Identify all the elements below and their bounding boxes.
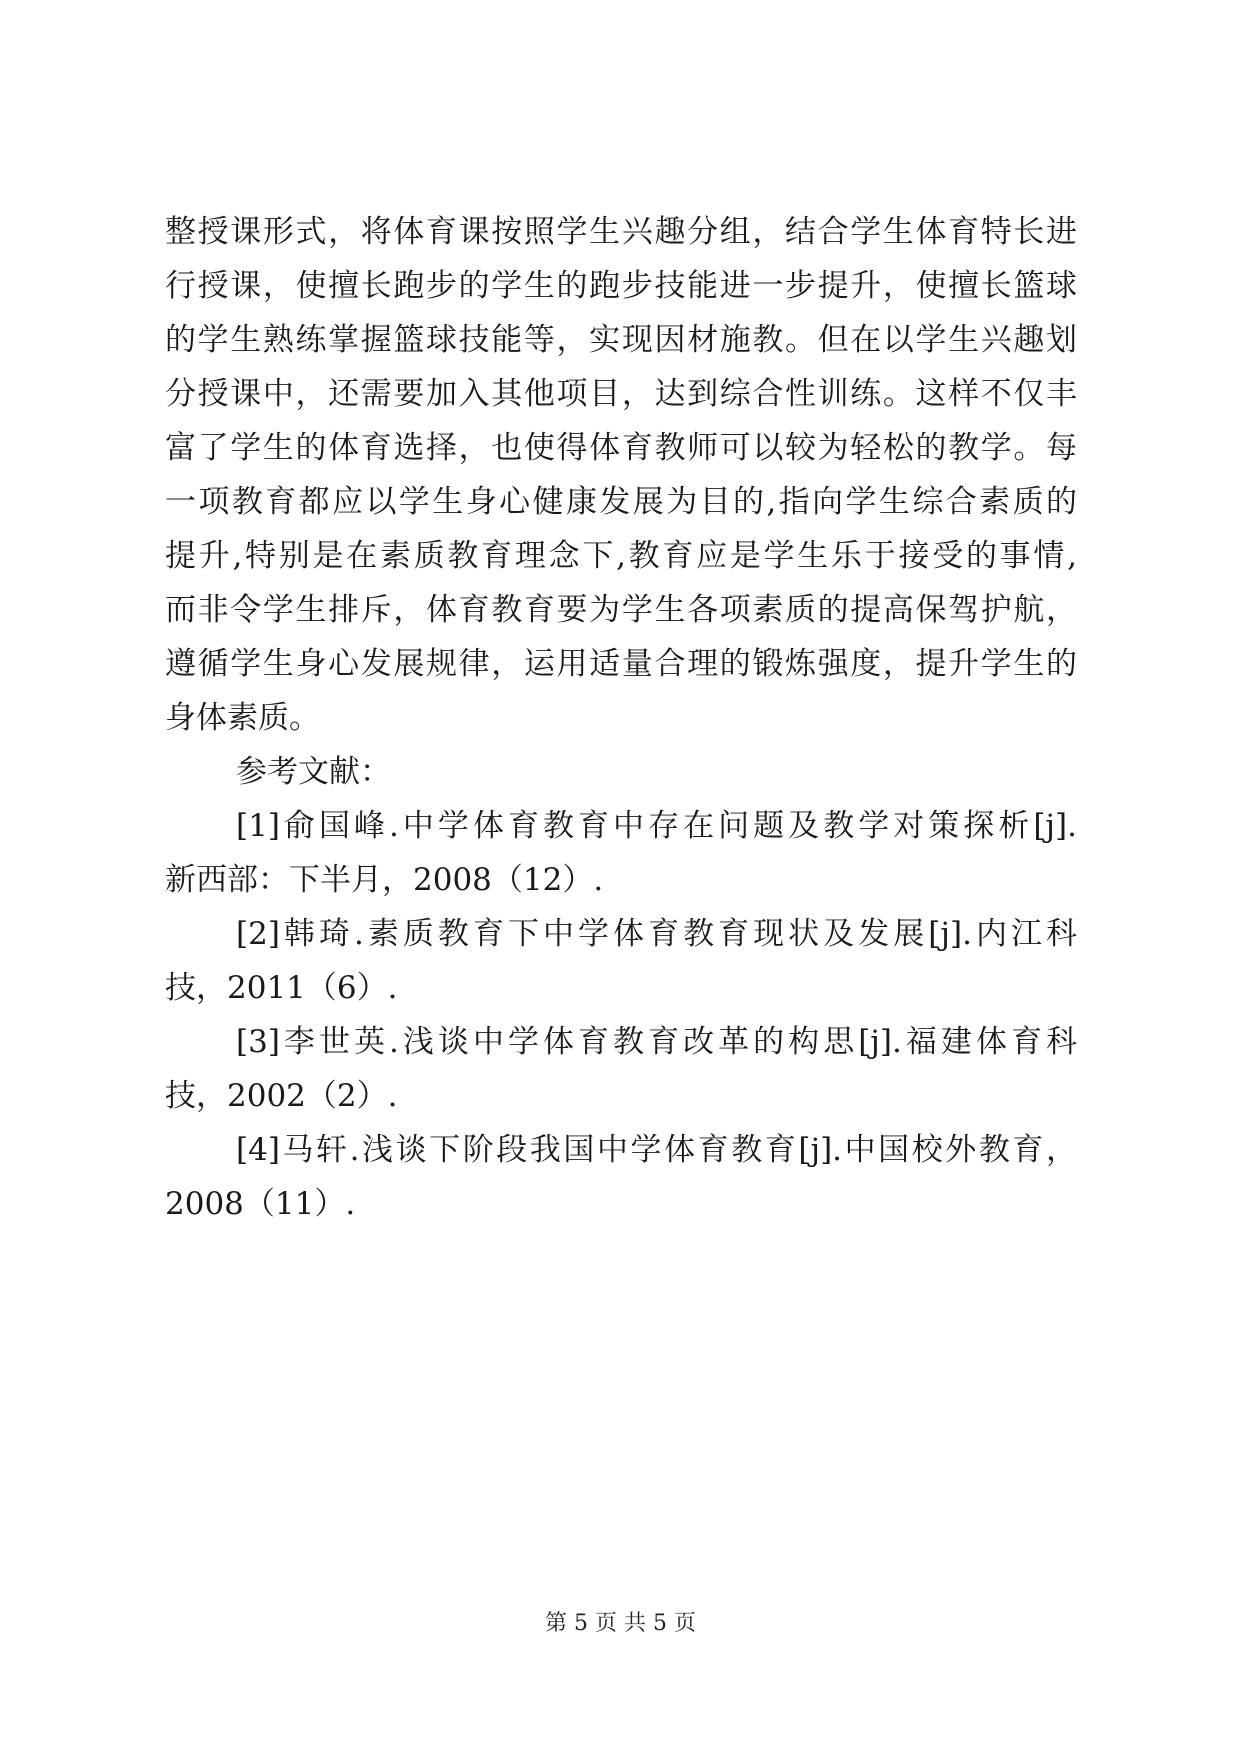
body-line-6: 一项教育都应以学生身心健康发展为目的,指向学生综合素质的: [165, 484, 1077, 520]
body-line-10: 身体素质。: [165, 700, 320, 736]
body-line-7: 提升,特别是在素质教育理念下,教育应是学生乐于接受的事情,: [165, 538, 1077, 574]
body-line-3: 的学生熟练掌握篮球技能等，实现因材施教。但在以学生兴趣划: [165, 322, 1077, 358]
body-line-1: 整授课形式，将体育课按照学生兴趣分组，结合学生体育特长进: [165, 214, 1077, 250]
reference-1-line-2: 新西部：下半月，2008（12）.: [165, 862, 604, 898]
body-line-4: 分授课中，还需要加入其他项目，达到综合性训练。这样不仅丰: [165, 376, 1077, 412]
reference-4-line-1: [4]马轩.浅谈下阶段我国中学体育教育[j].中国校外教育，: [236, 1132, 1077, 1168]
body-line-8: 而非令学生排斥，体育教育要为学生各项素质的提高保驾护航，: [165, 592, 1077, 628]
references-heading: 参考文献：: [236, 754, 391, 790]
reference-2-line-2: 技，2011（6）.: [165, 970, 398, 1006]
body-line-9: 遵循学生身心发展规律，运用适量合理的锻炼强度，提升学生的: [165, 646, 1077, 682]
body-line-5: 富了学生的体育选择，也使得体育教师可以较为轻松的教学。每: [165, 430, 1077, 466]
reference-3-line-1: [3]李世英.浅谈中学体育教育改革的构思[j].福建体育科: [236, 1024, 1077, 1060]
page-footer: 第 5 页 共 5 页: [545, 1611, 696, 1636]
body-line-2: 行授课，使擅长跑步的学生的跑步技能进一步提升，使擅长篮球: [165, 268, 1077, 304]
reference-2-line-1: [2]韩琦.素质教育下中学体育教育现状及发展[j].内江科: [236, 916, 1077, 952]
reference-3-line-2: 技，2002（2）.: [165, 1078, 398, 1114]
reference-1-line-1: [1]俞国峰.中学体育教育中存在问题及教学对策探析[j].: [236, 808, 1077, 844]
reference-4-line-2: 2008（11）.: [165, 1186, 356, 1222]
